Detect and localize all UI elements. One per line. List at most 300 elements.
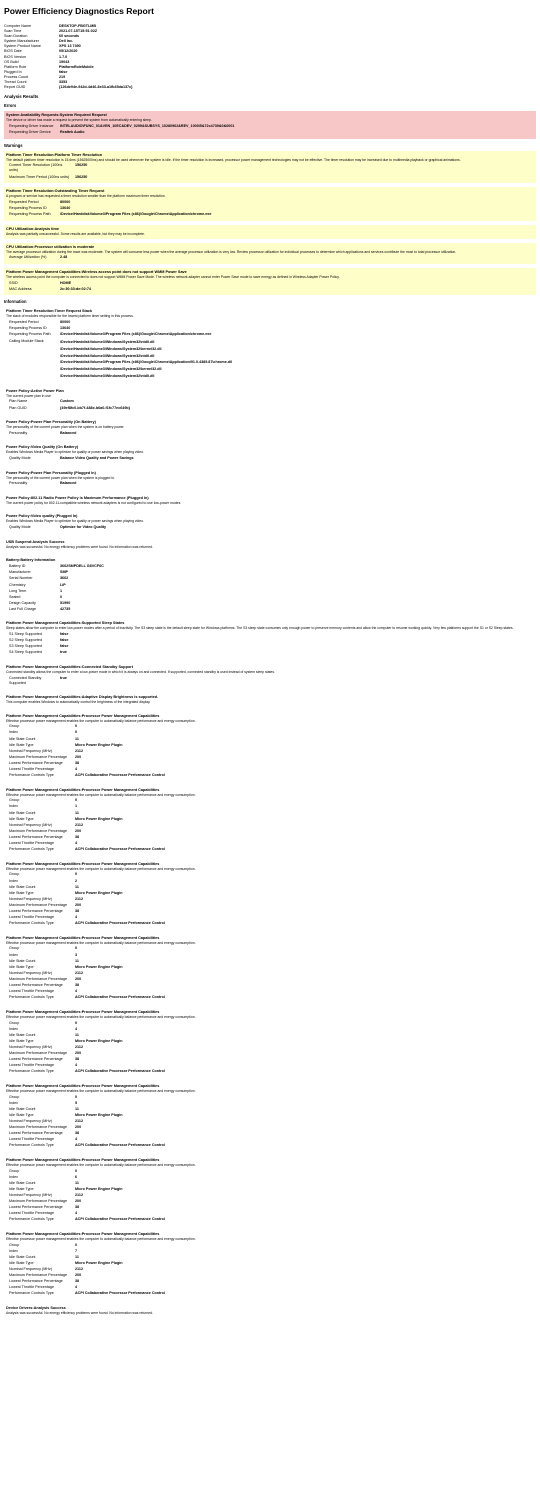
kv-value: 0	[75, 1020, 78, 1025]
stack-module: \Device\HarddiskVolume3\Windows\System32\kernel32.dll	[60, 346, 162, 351]
section-items	[9, 280, 91, 292]
section-title: CPU Utilization:Analysis time	[6, 226, 59, 231]
kv-value: 4	[75, 1137, 78, 1142]
section-items	[9, 524, 106, 530]
kv-key: Index	[9, 1026, 19, 1031]
report-section	[4, 494, 536, 508]
kv-value: \Device\HarddiskVolume3\Program Files (x86)\Google\Chrome\Application\chrome.exe	[60, 332, 212, 337]
kv-key: Idle State Count	[9, 958, 36, 963]
kv-key: Lowest Throttle Percentage	[9, 1285, 55, 1290]
section-title: Platform Power Management Capabilities:Adaptive Display Brightness is supported.	[6, 695, 159, 700]
kv-key: Plan Name	[9, 399, 28, 404]
kv-key: Nominal Frequency (MHz)	[9, 748, 53, 753]
kv-key: Requesting Process Path	[9, 332, 51, 337]
section-description: Analysis was successful. No energy efficiency problems were found. No information was returned.	[6, 544, 153, 549]
kv-value: 7	[75, 1248, 78, 1253]
kv-value: 200	[75, 1199, 82, 1204]
section-title: Power Policy:Power Plan Personality (On Battery)	[6, 420, 96, 425]
kv-value: Micro Power Engine Plugin	[75, 964, 123, 969]
kv-value: 4	[75, 1285, 78, 1290]
kv-key: Scan Time	[4, 29, 22, 34]
kv-value: 2112	[75, 1118, 83, 1123]
information-list	[4, 307, 536, 1318]
kv-key: Index	[9, 1248, 19, 1253]
kv-value: 2	[75, 878, 78, 883]
kv-value: ACPI Collaborative Processor Performance Control	[75, 1291, 165, 1296]
kv-value: 0	[75, 946, 78, 951]
kv-key: MAC Address	[9, 286, 32, 291]
report-section	[4, 387, 536, 414]
report-section	[4, 1304, 536, 1318]
processor-capabilities-section	[4, 1008, 536, 1078]
section-title: Device Drivers:Analysis Success	[6, 1306, 66, 1311]
warnings-heading: Warnings	[4, 142, 23, 148]
kv-key: Platform Role	[4, 64, 27, 69]
kv-row	[9, 286, 91, 292]
kv-value: false	[60, 644, 69, 649]
kv-value: LiP	[60, 582, 66, 587]
kv-value: 200	[75, 902, 82, 907]
kv-key: Maximum Performance Percentage	[9, 1051, 67, 1055]
section-items	[9, 1020, 165, 1075]
kv-key-empty	[9, 373, 60, 380]
report-section	[4, 512, 536, 533]
errors-list	[4, 111, 536, 138]
kv-value: Micro Power Engine Plugin	[75, 1038, 123, 1043]
kv-key: Performance Controls Type	[9, 773, 54, 778]
section-items	[9, 430, 76, 436]
section-title: System Availability Requests:System Required Request	[6, 113, 107, 118]
kv-value: 0	[60, 594, 63, 599]
kv-value: Balance Video Quality and Power Savings	[60, 456, 134, 461]
section-title: Platform Power Management Capabilities:Processor Power Management Capabilities	[6, 1009, 160, 1014]
kv-key: Lowest Throttle Percentage	[9, 841, 55, 846]
kv-key: Quality Mode	[9, 524, 31, 529]
kv-key: Idle State Count	[9, 1180, 36, 1185]
section-description: Effective processor power management enables the computer to automatically balance performance and energy consumption.	[6, 1014, 196, 1019]
kv-value: 11	[75, 1180, 79, 1185]
kv-key: Maximum Performance Percentage	[9, 976, 67, 981]
kv-key: Requesting Driver Device	[9, 130, 51, 135]
kv-key: Average Utilization (%)	[9, 255, 47, 260]
kv-key-empty	[9, 346, 60, 353]
kv-key: Sealed	[9, 594, 21, 599]
kv-row	[9, 1291, 165, 1297]
section-title: Platform Timer Resolution:Platform Timer Resolution	[6, 152, 103, 157]
section-description: Analysis was successful. No energy efficiency problems were found. No information was returned.	[6, 1311, 153, 1316]
kv-key: Requesting Process ID	[9, 205, 47, 210]
kv-row	[9, 921, 165, 927]
kv-value: 38	[75, 834, 80, 839]
kv-key: Idle State Count	[9, 1254, 36, 1259]
kv-value: 13640	[60, 205, 71, 210]
report-section	[4, 111, 536, 138]
kv-value: 3662SMPDELL G8VCF6C	[60, 564, 104, 569]
stack-module: \Device\HarddiskVolume3\Windows\System32\ntdll.dll	[60, 353, 155, 358]
kv-key: BIOS Date	[4, 49, 22, 54]
kv-key: Idle State Type	[9, 890, 34, 895]
kv-key: Lowest Throttle Percentage	[9, 767, 55, 771]
kv-key: Plugged In	[4, 69, 22, 74]
processor-capabilities-section	[4, 1082, 536, 1152]
kv-value: 200	[75, 1051, 82, 1055]
kv-value: ACPI Collaborative Processor Performance Control	[75, 1143, 165, 1148]
kv-value: 2112	[75, 1267, 83, 1272]
kv-key: Index	[9, 878, 19, 883]
kv-value: 2112	[75, 748, 83, 753]
kv-value: Realtek Audio	[60, 130, 85, 135]
kv-key: Long Term	[9, 588, 27, 593]
information-heading: Information	[4, 299, 27, 305]
kv-value: 1	[60, 588, 63, 593]
kv-key: Idle State Count	[9, 884, 36, 889]
section-items	[9, 798, 165, 853]
kv-row	[9, 130, 234, 136]
kv-key: Computer Name	[4, 24, 32, 28]
report-section	[4, 693, 536, 707]
kv-key: Manufacturer	[9, 570, 31, 575]
section-description: Effective processor power management enables the computer to automatically balance performance and energy consumption.	[6, 718, 196, 723]
kv-value: 4	[75, 989, 78, 994]
kv-value: Micro Power Engine Plugin	[75, 742, 123, 747]
kv-value: 11	[75, 1106, 79, 1111]
kv-value: false	[59, 69, 68, 74]
report-section	[4, 538, 536, 552]
section-description: Analysis was partially unsuccessful. Some results are available, but they may be incomplete.	[6, 231, 145, 236]
kv-value: INTELAUDIO\FUNC_01&VEN_10EC&DEV_0299&SUBSYS_10280962&REV_1000\5&72c4739&0&0001	[60, 123, 235, 128]
kv-key: Personality	[9, 481, 28, 486]
kv-key: S1 Sleep Supported	[9, 632, 43, 637]
kv-key: Group	[9, 946, 20, 951]
kv-value: 0	[75, 872, 78, 877]
kv-value: 0	[75, 798, 78, 803]
kv-value: 3662	[60, 576, 69, 581]
kv-row	[9, 163, 87, 174]
kv-value: false	[60, 638, 69, 643]
kv-row	[9, 606, 104, 612]
section-title: Platform Power Management Capabilities:Connected Standby Support	[6, 665, 134, 670]
kv-key: Index	[9, 730, 19, 735]
kv-key: Maximum Performance Percentage	[9, 754, 67, 759]
kv-row	[9, 1069, 165, 1075]
kv-value: 42735	[60, 606, 71, 611]
kv-value: false	[60, 632, 69, 637]
kv-key: Battery ID	[9, 564, 26, 569]
section-items	[9, 1242, 165, 1297]
kv-value: ACPI Collaborative Processor Performance Control	[75, 995, 165, 1000]
kv-value: {49ef8fc0-bb7f-488e-b6a0-f1fc77ec649b}	[60, 405, 131, 410]
section-items	[9, 399, 130, 411]
kv-value: Micro Power Engine Plugin	[75, 1260, 123, 1265]
section-items	[9, 255, 67, 261]
kv-value: 11	[75, 1254, 79, 1259]
kv-key: System Product Name	[4, 44, 41, 49]
kv-value: 4	[75, 1026, 78, 1031]
kv-key: Maximum Performance Percentage	[9, 1125, 67, 1130]
section-title: Power Policy:Video quality (Plugged In)	[6, 514, 78, 519]
section-description: Effective processor power management enables the computer to automatically balance performance and energy consumption.	[6, 1162, 196, 1167]
kv-value: 11	[75, 958, 79, 963]
kv-value: 2021-07-15T15:51:02Z	[59, 29, 98, 34]
section-description: The device or driver has made a request to prevent the system from automatically entering sleep.	[6, 118, 152, 123]
kv-row	[9, 373, 232, 380]
section-title: Platform Power Management Capabilities:Processor Power Management Capabilities	[6, 1157, 160, 1162]
kv-key: Scan Duration	[4, 34, 28, 39]
section-description: The default platform timer resolution is 15.6ms (15625000ns) and should be used whenever the system is idle. If the timer resolution is increased, processor power management technologies may not be effective. The timer resolution may be increased due to multimedia playback or graphical animations.	[6, 157, 461, 162]
kv-key: Calling Module Stack	[9, 338, 44, 343]
section-title: Platform Power Management Capabilities:Processor Power Management Capabilities	[6, 935, 160, 940]
analysis-results-heading: Analysis Results	[4, 94, 39, 100]
kv-row	[9, 332, 211, 338]
kv-row	[9, 366, 232, 373]
kv-value: 11	[75, 736, 79, 741]
kv-key: Requesting Process ID	[9, 326, 47, 331]
kv-key: Idle State Count	[9, 1106, 36, 1111]
kv-value: 219	[59, 74, 66, 79]
kv-row	[4, 85, 133, 90]
kv-value: Balanced	[60, 481, 77, 486]
section-title: Power Policy:Power Plan Personality (Plugged In)	[6, 470, 96, 475]
kv-value: 05/12/2020	[59, 49, 78, 54]
section-description: This computer enables Windows to automatically control the brightness of the integrated display.	[6, 700, 151, 705]
section-items	[9, 481, 76, 487]
kv-value: 4	[75, 841, 78, 846]
kv-value: 6	[75, 1174, 78, 1179]
section-description: The current power policy for 802.11-compatible wireless network adapters is not configured to use low-power modes.	[6, 501, 182, 506]
kv-row	[9, 1143, 165, 1149]
kv-key: System Manufacturer	[4, 39, 40, 44]
stack-module: \Device\HarddiskVolume3\Windows\System32\ntdll.dll	[60, 339, 155, 344]
processor-capabilities-section	[4, 1156, 536, 1226]
kv-key: Idle State Type	[9, 816, 34, 821]
kv-value: 0	[75, 730, 78, 735]
kv-key: Idle State Type	[9, 964, 34, 969]
kv-value: 4	[75, 767, 78, 771]
kv-key: Requesting Process Path	[9, 211, 51, 216]
kv-value: 60 seconds	[59, 34, 80, 39]
report-section	[4, 151, 536, 183]
kv-key: Lowest Throttle Percentage	[9, 1063, 55, 1068]
report-section	[4, 187, 536, 220]
report-section	[4, 663, 536, 689]
kv-value: Balanced	[60, 430, 77, 435]
kv-row	[9, 405, 130, 411]
section-description: Effective processor power management enables the computer to automatically balance performance and energy consumption.	[6, 940, 196, 945]
kv-value: 38	[75, 1279, 80, 1284]
kv-value: 2112	[75, 970, 83, 975]
processor-capabilities-section	[4, 786, 536, 856]
kv-value: Micro Power Engine Plugin	[75, 816, 123, 821]
section-title: Platform Power Management Capabilities:Processor Power Management Capabilities	[6, 713, 160, 718]
report-section	[4, 469, 536, 490]
kv-key: Nominal Frequency (MHz)	[9, 896, 53, 901]
kv-value: Custom	[60, 399, 74, 404]
kv-value: 4	[75, 915, 78, 920]
stack-module: \Device\HarddiskVolume3\Program Files (x86)\Google\Chrome\Application\91.0.4389.87\chrome.dll	[60, 360, 233, 365]
section-description: The wireless access point the computer is connected to does not support WMM Power Save Mode. The wireless network adapter cannot enter Power Save mode to save energy as defined in Wireless Adapter Power Policy.	[6, 275, 340, 280]
processor-capabilities-section	[4, 1230, 536, 1300]
section-description: Effective processor power management enables the computer to automatically balance performance and energy consumption.	[6, 1236, 196, 1241]
kv-key: Idle State Count	[9, 1032, 36, 1037]
kv-value: ACPI Collaborative Processor Performance Control	[75, 921, 165, 926]
report-section	[4, 418, 536, 439]
section-description: The personality of the current power plan when the system is plugged in.	[6, 475, 115, 480]
section-title: Platform Power Management Capabilities:Processor Power Management Capabilities	[6, 861, 160, 866]
kv-value: Dell Inc.	[59, 39, 74, 44]
kv-key: Idle State Count	[9, 810, 36, 815]
kv-key: Design Capacity	[9, 600, 36, 605]
kv-row	[9, 675, 67, 686]
kv-row	[9, 524, 106, 530]
stack-module: \Device\HarddiskVolume3\Windows\System32\kernel32.dll	[60, 367, 162, 372]
section-title: Battery:Battery Information	[6, 557, 56, 562]
kv-key: Lowest Throttle Percentage	[9, 1211, 55, 1216]
kv-row	[9, 773, 165, 779]
section-title: Platform Power Management Capabilities:Processor Power Management Capabilities	[6, 1083, 160, 1088]
kv-row	[9, 632, 68, 638]
processor-capabilities-section	[4, 860, 536, 930]
kv-key: BIOS Version	[4, 54, 27, 59]
kv-value: ACPI Collaborative Processor Performance Control	[75, 773, 165, 778]
kv-key: Connected Standby Supported	[9, 675, 42, 685]
kv-row	[9, 650, 68, 656]
kv-value: 4	[75, 1063, 78, 1068]
section-title: CPU Utilization:Processor utilization is moderate	[6, 244, 95, 249]
section-items	[9, 123, 234, 135]
kv-row	[9, 481, 76, 487]
report-section	[4, 619, 536, 659]
kv-key: Performance Controls Type	[9, 1143, 54, 1148]
kv-value: Optimize for Video Quality	[60, 524, 107, 529]
kv-value: XPS 13 7390	[59, 44, 81, 49]
kv-row	[9, 644, 68, 650]
kv-key: Lowest Throttle Percentage	[9, 1137, 55, 1142]
kv-value: 51990	[60, 600, 71, 605]
processor-capabilities-section	[4, 934, 536, 1004]
kv-key: Index	[9, 804, 19, 809]
kv-row	[9, 1217, 165, 1223]
kv-key: Index	[9, 1100, 19, 1105]
section-description: The current power plan in use	[6, 393, 51, 398]
kv-key: Lowest Performance Percentage	[9, 1057, 63, 1062]
kv-row	[9, 353, 232, 360]
kv-value: 2.48	[60, 255, 68, 260]
processor-capabilities-section	[4, 712, 536, 782]
kv-key: Performance Controls Type	[9, 847, 54, 852]
kv-value: 38	[75, 1131, 80, 1136]
kv-value: 11	[75, 884, 79, 889]
kv-key: Requesting Driver Instance	[9, 123, 54, 128]
report-section	[4, 243, 536, 264]
kv-value: Micro Power Engine Plugin	[75, 1186, 123, 1191]
section-title: Platform Timer Resolution:Timer Request Stack	[6, 309, 93, 314]
kv-value: Micro Power Engine Plugin	[75, 890, 123, 895]
kv-key: Last Full Charge	[9, 606, 37, 611]
kv-row	[9, 430, 76, 436]
section-description: Enables Windows Media Player to optimize for quality or power savings when playing video.	[6, 450, 144, 455]
kv-row	[9, 995, 165, 1001]
kv-key: Idle State Type	[9, 742, 34, 747]
section-title: Power Policy:802.11 Radio Power Policy is Maximum Performance (Plugged In)	[6, 496, 149, 501]
section-description: The average processor utilization during the trace was moderate. The system will consume less power when the average processor utilization is very low. Review processor utilization for individual processes to determine which applications and services contribute the most to total processor utilization.	[6, 249, 457, 254]
kv-key: Idle State Type	[9, 1260, 34, 1265]
kv-value: 0	[75, 1094, 78, 1099]
kv-row	[9, 211, 211, 217]
kv-value: 200	[75, 1273, 82, 1278]
section-items	[9, 564, 104, 613]
section-description: Connected standby allows the computer to enter a low-power mode in which it is always on and connected. If supported, connected standby is used instead of system sleep states.	[6, 670, 275, 675]
kv-value: 2112	[75, 1044, 83, 1049]
kv-row	[9, 346, 232, 353]
section-title: Power Policy:Active Power Plan	[6, 388, 64, 393]
report-section	[4, 556, 536, 616]
kv-key: Lowest Performance Percentage	[9, 760, 63, 765]
kv-key: Idle State Type	[9, 1038, 34, 1043]
kv-value: 38	[75, 983, 80, 988]
kv-key: Maximum Timer Period (100ns units)	[9, 174, 70, 179]
kv-key: Plan GUID	[9, 405, 27, 410]
kv-value: {126de94e-942d-4d46-8e33-a1fb45da137c}	[59, 85, 133, 90]
kv-value: 11	[75, 1032, 79, 1037]
kv-key: Quality Mode	[9, 456, 31, 461]
kv-value: 200	[75, 754, 82, 759]
section-items	[9, 199, 211, 217]
kv-value: 4	[75, 1211, 78, 1216]
section-items	[9, 946, 165, 1001]
kv-key: Performance Controls Type	[9, 995, 54, 1000]
kv-value: Micro Power Engine Plugin	[75, 1112, 123, 1117]
kv-row	[9, 847, 165, 853]
kv-value: 2112	[75, 822, 83, 827]
kv-key-empty	[9, 359, 60, 366]
kv-value: HOME	[60, 280, 72, 285]
section-description: A program or service has requested a timer resolution smaller than the platform maximum timer resolution.	[6, 194, 166, 199]
kv-key-empty	[9, 366, 60, 373]
section-items	[9, 675, 67, 686]
errors-heading: Errors	[4, 103, 17, 109]
section-description: Effective processor power management enables the computer to automatically balance performance and energy consumption.	[6, 1088, 196, 1093]
kv-key: Lowest Performance Percentage	[9, 1205, 63, 1210]
stack-module: \Device\HarddiskVolume3\Windows\System32\ntdll.dll	[60, 373, 155, 378]
kv-key: Lowest Performance Percentage	[9, 983, 63, 988]
kv-value: 80000	[60, 199, 71, 204]
kv-key: S2 Sleep Supported	[9, 638, 43, 643]
kv-key: Nominal Frequency (MHz)	[9, 1267, 53, 1272]
kv-key-empty	[9, 353, 60, 360]
kv-key: Nominal Frequency (MHz)	[9, 1044, 53, 1049]
kv-value: 1	[75, 804, 78, 809]
kv-row	[9, 123, 234, 129]
kv-key: Requested Period	[9, 320, 39, 325]
kv-key: Maximum Performance Percentage	[9, 828, 67, 833]
section-description: The personality of the current power plan when the system is on battery power.	[6, 425, 125, 430]
kv-value: 0	[75, 724, 78, 729]
kv-key: S4 Sleep Supported	[9, 650, 43, 655]
kv-value: ACPI Collaborative Processor Performance Control	[75, 1069, 165, 1074]
kv-key: Performance Controls Type	[9, 1217, 54, 1222]
kv-value: ACPI Collaborative Processor Performance Control	[75, 1217, 165, 1222]
kv-key: Lowest Performance Percentage	[9, 834, 63, 839]
kv-key: Group	[9, 798, 20, 803]
section-title: Platform Power Management Capabilities:Processor Power Management Capabilities	[6, 1231, 160, 1236]
kv-key: Lowest Throttle Percentage	[9, 915, 55, 920]
report-section	[4, 307, 536, 382]
kv-value: DESKTOP-FBGTLMB	[59, 24, 97, 28]
kv-value: 38	[75, 1057, 80, 1062]
kv-value: 2112	[75, 896, 83, 901]
kv-key: Maximum Performance Percentage	[9, 1273, 67, 1278]
kv-key: Group	[9, 724, 20, 729]
